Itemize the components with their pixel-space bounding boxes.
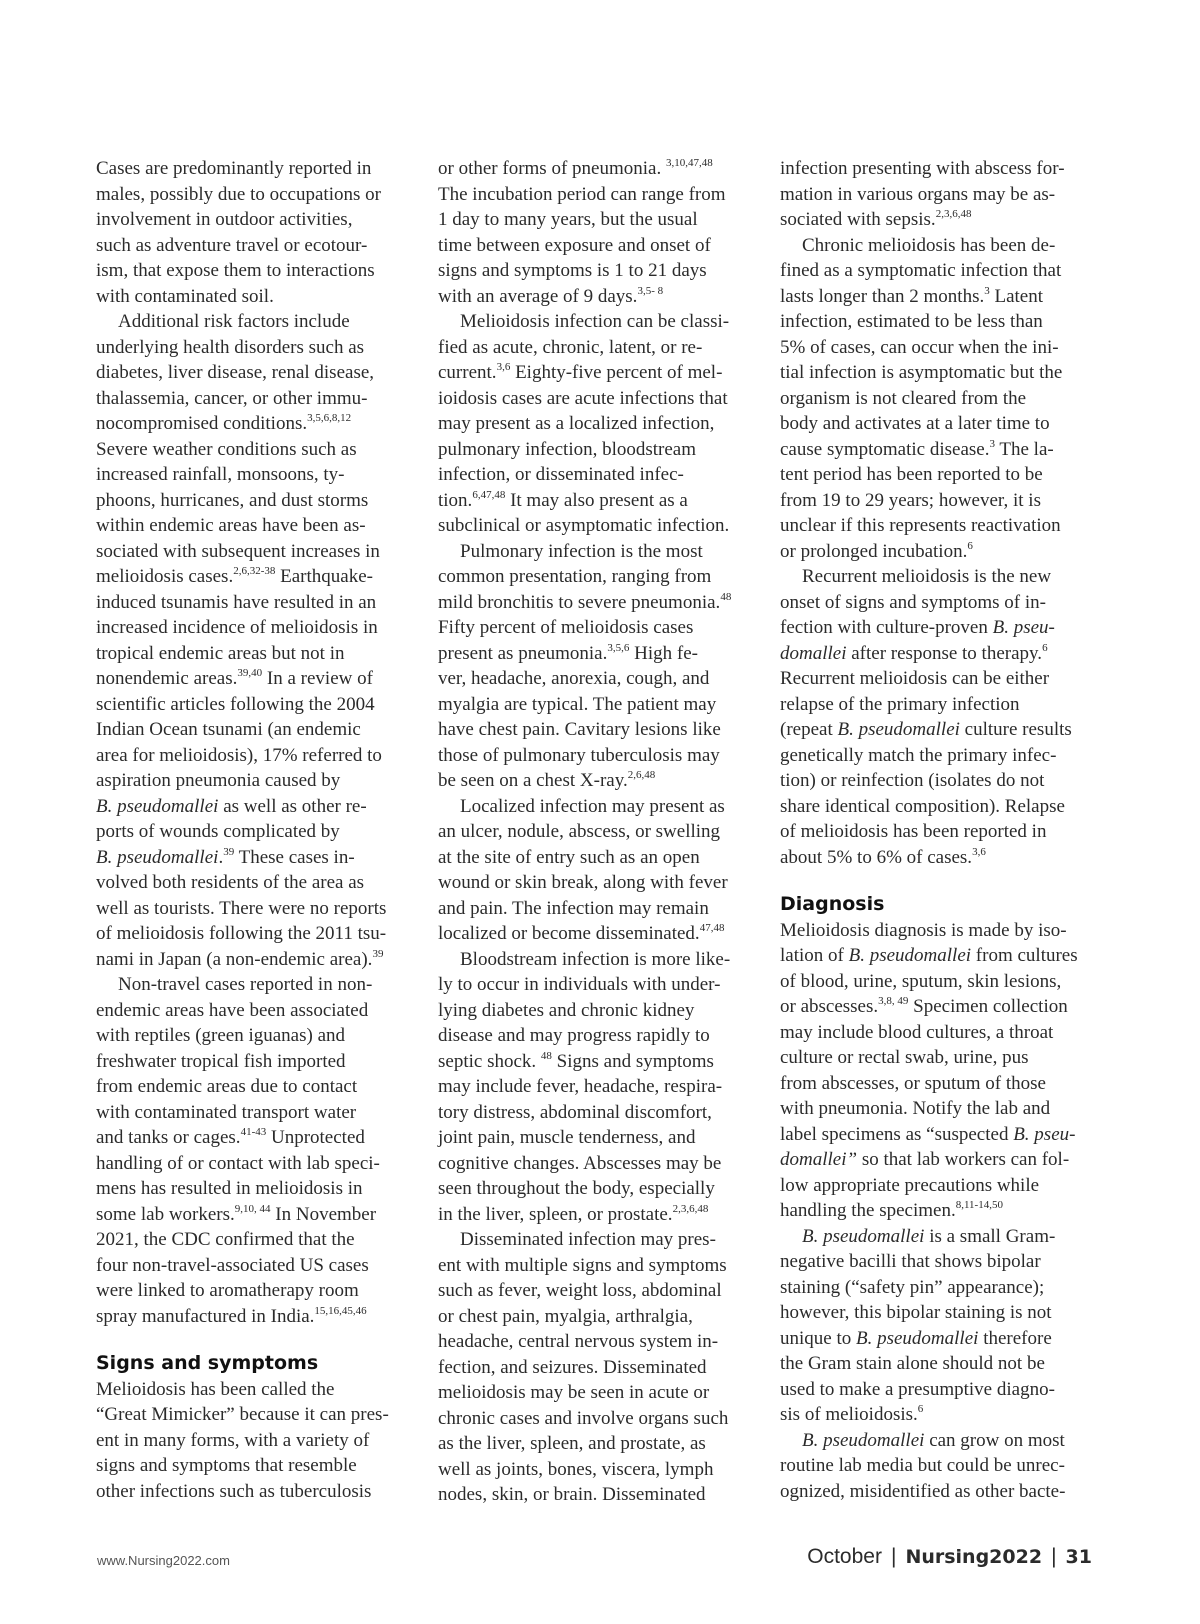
text-line: signs and symptoms is 1 to 21 days xyxy=(438,260,707,281)
text-line: infection, estimated to be less than xyxy=(780,311,1043,332)
text-line: volved both residents of the area as xyxy=(96,872,365,893)
text-line: have chest pain. Cavitary lesions like xyxy=(438,719,721,740)
text-line: at the site of entry such as an open xyxy=(438,846,700,868)
text-line: 1 day to many years, but the usual xyxy=(438,209,698,230)
paragraph xyxy=(96,156,408,309)
italic-text: B. pseudomallei xyxy=(802,1225,925,1247)
text-line: ent in many forms, with a variety of xyxy=(96,1429,370,1451)
text-line: Indian Ocean tsunami (an endemic xyxy=(96,719,361,740)
text-line: Melioidosis has been called the xyxy=(96,1378,335,1400)
text-line: negative bacilli that shows bipolar xyxy=(780,1251,1041,1272)
text-line: of melioidosis following the 2011 tsu- xyxy=(96,923,387,944)
text-line: handling of or contact with lab speci- xyxy=(96,1152,380,1174)
text-line: tent period has been reported to be xyxy=(780,464,1043,485)
paragraph xyxy=(438,1227,750,1508)
section-heading: Signs and symptoms xyxy=(96,1352,319,1374)
text-line: within endemic areas have been as- xyxy=(96,515,366,536)
text-line: thalassemia, cancer, or other immu- xyxy=(96,387,368,409)
text-line: mens has resulted in melioidosis in xyxy=(96,1178,363,1199)
text-line: phoons, hurricanes, and dust storms xyxy=(96,489,369,511)
text-line: ism, that expose them to interactions xyxy=(96,260,375,281)
text-line: handling the specimen.$^{8,11-14,50}$ xyxy=(780,1199,1003,1221)
citation-superscript: 3,6 xyxy=(496,361,511,373)
paragraph xyxy=(780,233,1092,565)
text-line: or other forms of pneumonia. $^{3,10,47,48}$ xyxy=(438,157,713,179)
citation-superscript: 3 xyxy=(989,437,995,450)
text-line: involvement in outdoor activities, xyxy=(96,209,353,230)
text-line: routine lab media but could be unrec- xyxy=(780,1455,1065,1476)
citation-superscript: 3,5,6 xyxy=(607,641,630,654)
text-line: were linked to aromatherapy room xyxy=(96,1280,359,1301)
text-line: 5% of cases, can occur when the ini- xyxy=(780,336,1059,358)
text-line: septic shock. $^{48}$ Signs and symptoms xyxy=(438,1049,714,1072)
text-line: four non-travel-associated US cases xyxy=(96,1254,369,1276)
italic-text: B. pseudomallei xyxy=(96,795,219,817)
text-line: low appropriate precautions while xyxy=(780,1174,1040,1196)
text-line: unique to B. pseudomallei therefore xyxy=(780,1327,1052,1349)
text-line: lasts longer than 2 months.$^3$ Latent xyxy=(780,284,1044,307)
citation-superscript: 3 xyxy=(984,284,990,297)
text-line: ver, headache, anorexia, cough, and xyxy=(438,668,710,689)
text-line: time between exposure and onset of xyxy=(438,234,711,256)
text-line: Localized infection may present as xyxy=(460,795,725,817)
paragraph xyxy=(438,309,750,539)
text-line: genetically match the primary infec- xyxy=(780,744,1057,766)
text-line: sis of melioidosis.$^6$ xyxy=(780,1403,924,1425)
text-line: cognitive changes. Abscesses may be xyxy=(438,1152,722,1174)
paragraph xyxy=(780,156,1092,233)
text-line: fection, and seizures. Disseminated xyxy=(438,1356,707,1378)
text-line: underlying health disorders such as xyxy=(96,336,365,358)
text-line: headache, central nervous system in- xyxy=(438,1331,719,1352)
text-line: body and activates at a later time to xyxy=(780,413,1050,434)
text-line: nocompromised conditions.$^{3,5,6,8,12}$ xyxy=(96,412,352,434)
text-line: ly to occur in individuals with under- xyxy=(438,974,721,995)
text-line: ent with multiple signs and symptoms xyxy=(438,1254,727,1276)
column-2 xyxy=(438,156,750,1508)
text-line: with pneumonia. Notify the lab and xyxy=(780,1098,1051,1119)
paragraph xyxy=(438,947,750,1228)
text-line: Severe weather conditions such as xyxy=(96,438,357,460)
footer-page-info xyxy=(807,1545,1092,1569)
text-line: lation of B. pseudomallei from cultures xyxy=(780,945,1078,966)
text-line: tial infection is asymptomatic but the xyxy=(780,362,1063,383)
text-line: or prolonged incubation.$^6$ xyxy=(780,539,973,562)
text-line: share identical composition). Relapse xyxy=(780,795,1065,817)
paragraph xyxy=(438,156,750,309)
citation-superscript: 48 xyxy=(540,1049,552,1062)
text-line: an ulcer, nodule, abscess, or swelling xyxy=(438,821,721,842)
citation-superscript: 47,48 xyxy=(699,922,725,934)
text-line: relapse of the primary infection xyxy=(780,693,1020,715)
text-line: tory distress, abdominal discomfort, xyxy=(438,1101,712,1123)
text-line: Cases are predominantly reported in xyxy=(96,158,372,179)
text-line: those of pulmonary tuberculosis may xyxy=(438,744,720,766)
citation-superscript: 3,5- 8 xyxy=(637,284,664,297)
text-line: with an average of 9 days.$^{3,5- 8}$ xyxy=(438,284,664,307)
footer-url[interactable]: www.Nursing2022.com xyxy=(97,1553,230,1568)
text-line: melioidosis cases.$^{2,6,32-38}$ Earthquake- xyxy=(96,565,373,587)
text-line: endemic areas have been associated xyxy=(96,999,369,1021)
text-line: chronic cases and involve organs such xyxy=(438,1407,729,1429)
text-line: infection, or disseminated infec- xyxy=(438,464,684,485)
citation-superscript: 2,3,6,48 xyxy=(935,208,972,220)
paragraph xyxy=(96,309,408,972)
text-line: from endemic areas due to contact xyxy=(96,1076,358,1097)
text-line: well as tourists. There were no reports xyxy=(96,897,387,919)
paragraph xyxy=(96,972,408,1329)
text-line: staining (“safety pin” appearance); xyxy=(780,1276,1045,1298)
text-line: spray manufactured in India.$^{15,16,45,46}$ xyxy=(96,1304,367,1327)
text-line: with contaminated soil. xyxy=(96,285,274,307)
citation-superscript: 6,47,48 xyxy=(472,488,506,501)
text-line: increased incidence of melioidosis in xyxy=(96,617,378,638)
text-line: Additional risk factors include xyxy=(118,311,350,332)
text-line: well as joints, bones, viscera, lymph xyxy=(438,1458,714,1480)
text-line: infection presenting with abscess for- xyxy=(780,158,1065,179)
text-line: Fifty percent of melioidosis cases xyxy=(438,617,694,638)
text-line: induced tsunamis have resulted in an xyxy=(96,591,377,613)
citation-superscript: 8,11-14,50 xyxy=(955,1199,1003,1211)
citation-superscript: 3,6 xyxy=(972,845,986,858)
text-line: localized or become disseminated.$^{47,48}$ xyxy=(438,922,725,944)
text-line: organism is not cleared from the xyxy=(780,387,1027,409)
text-line: “Great Mimicker” because it can pres- xyxy=(96,1404,389,1425)
text-line: with reptiles (green iguanas) and xyxy=(96,1025,346,1046)
paragraph xyxy=(780,564,1092,870)
text-line: Disseminated infection may pres- xyxy=(460,1229,716,1250)
text-line: label specimens as “suspected B. pseu- xyxy=(780,1123,1076,1145)
citation-superscript: 2,6,32-38 xyxy=(233,565,276,577)
citation-superscript: 39,40 xyxy=(237,667,263,679)
footer-separator-2: | xyxy=(1051,1545,1057,1568)
paragraph xyxy=(438,794,750,947)
citation-superscript: 39 xyxy=(223,845,235,858)
text-line: aspiration pneumonia caused by xyxy=(96,770,341,791)
text-line: nami in Japan (a non-endemic area).$^{39}$ xyxy=(96,947,384,970)
text-line: or chest pain, myalgia, arthralgia, xyxy=(438,1305,693,1327)
text-line: used to make a presumptive diagno- xyxy=(780,1378,1055,1400)
text-line: tion.$^{6,47,48}$ It may also present as a xyxy=(438,488,688,511)
citation-superscript: 6 xyxy=(1042,641,1048,654)
text-line: B. pseudomallei.$^{39}$ These cases in- xyxy=(96,845,355,868)
text-line: domallei after response to therapy.$^6$ xyxy=(780,641,1048,664)
text-line: Pulmonary infection is the most xyxy=(460,540,703,562)
text-line: melioidosis may be seen in acute or xyxy=(438,1382,710,1403)
italic-text: B. pseudomallei xyxy=(848,945,972,966)
text-line: Non-travel cases reported in non- xyxy=(118,974,373,995)
text-line: as the liver, spleen, and prostate, as xyxy=(438,1433,706,1454)
text-line: B. pseudomallei can grow on most xyxy=(802,1429,1065,1451)
text-line: The incubation period can range from xyxy=(438,183,726,205)
text-line: scientific articles following the 2004 xyxy=(96,693,375,715)
text-line: Chronic melioidosis has been de- xyxy=(802,234,1056,256)
paragraph xyxy=(780,1224,1092,1428)
paragraph xyxy=(780,918,1092,1224)
italic-text: B. pseudomallei xyxy=(837,719,960,740)
text-line: present as pneumonia.$^{3,5,6}$ High fe- xyxy=(438,641,698,664)
text-line: may present as a localized infection, xyxy=(438,413,715,434)
text-line: common presentation, ranging from xyxy=(438,566,712,587)
text-line: 2021, the CDC confirmed that the xyxy=(96,1229,355,1250)
text-line: such as fever, weight loss, abdominal xyxy=(438,1280,722,1301)
page-number: 31 xyxy=(1065,1546,1092,1568)
paragraph xyxy=(780,1428,1092,1505)
text-line: mation in various organs may be as- xyxy=(780,183,1056,205)
italic-text: domallei” xyxy=(780,1149,858,1170)
text-line: seen throughout the body, especially xyxy=(438,1178,715,1199)
paragraph xyxy=(438,539,750,794)
text-line: fined as a symptomatic infection that xyxy=(780,260,1062,281)
italic-text: domallei xyxy=(780,642,847,664)
text-line: (repeat B. pseudomallei culture results xyxy=(780,719,1072,740)
text-line: subclinical or asymptomatic infection. xyxy=(438,515,730,536)
text-line: tropical endemic areas but not in xyxy=(96,642,345,664)
text-line: about 5% to 6% of cases.$^{3,6}$ xyxy=(780,845,986,868)
citation-superscript: 15,16,45,46 xyxy=(314,1304,367,1317)
text-line: Recurrent melioidosis can be either xyxy=(780,668,1050,689)
text-line: Recurrent melioidosis is the new xyxy=(802,566,1052,587)
text-line: of blood, urine, sputum, skin lesions, xyxy=(780,970,1062,992)
text-line: however, this bipolar staining is not xyxy=(780,1302,1052,1323)
text-line: be seen on a chest X-ray.$^{2,6,48}$ xyxy=(438,769,656,791)
citation-superscript: 39 xyxy=(372,947,384,960)
text-line: current.$^{3,6}$ Eighty-five percent of mel- xyxy=(438,361,723,383)
text-line: such as adventure travel or ecotour- xyxy=(96,234,368,256)
paragraph xyxy=(96,1377,408,1505)
text-line: some lab workers.$^{9,10, 44}$ In November xyxy=(96,1202,377,1225)
text-line: nonendemic areas.$^{39,40}$ In a review of xyxy=(96,667,373,689)
text-line: from 19 to 29 years; however, it is xyxy=(780,489,1041,511)
column-1 xyxy=(96,156,408,1504)
text-line: signs and symptoms that resemble xyxy=(96,1455,357,1476)
text-line: wound or skin break, along with fever xyxy=(438,872,728,893)
text-line: disease and may progress rapidly to xyxy=(438,1025,710,1046)
text-line: tion) or reinfection (isolates do not xyxy=(780,770,1045,791)
text-line: ognized, misidentified as other bacte- xyxy=(780,1480,1066,1502)
italic-text: B. pseu- xyxy=(1013,1123,1076,1145)
text-line: cause symptomatic disease.$^3$ The la- xyxy=(780,437,1054,460)
text-line: Melioidosis diagnosis is made by iso- xyxy=(780,919,1067,941)
text-line: sociated with subsequent increases in xyxy=(96,540,380,562)
italic-text: B. pseudomallei xyxy=(856,1327,979,1349)
text-line: domallei” so that lab workers can fol- xyxy=(780,1149,1070,1170)
text-line: fied as acute, chronic, latent, or re- xyxy=(438,336,703,358)
text-line: from abscesses, or sputum of those xyxy=(780,1072,1046,1094)
text-line: fection with culture-proven B. pseu- xyxy=(780,617,1055,638)
text-line: mild bronchitis to severe pneumonia.$^{48}$ xyxy=(438,590,732,613)
italic-text: B. pseudomallei xyxy=(802,1429,925,1451)
text-line: of melioidosis has been reported in xyxy=(780,821,1047,842)
text-line: or abscesses.$^{3,8, 49}$ Specimen collection xyxy=(780,995,1068,1017)
footer-brand: Nursing2022 xyxy=(905,1546,1043,1568)
citation-superscript: 9,10, 44 xyxy=(234,1202,271,1215)
citation-superscript: 41-43 xyxy=(240,1126,267,1138)
text-line: joint pain, muscle tenderness, and xyxy=(438,1127,696,1148)
citation-superscript: 48 xyxy=(720,590,732,603)
citation-superscript: 3,10,47,48 xyxy=(665,157,713,169)
citation-superscript: 2,6,48 xyxy=(627,769,656,781)
text-line: area for melioidosis), 17% referred to xyxy=(96,744,382,766)
text-line: pulmonary infection, bloodstream xyxy=(438,438,697,460)
text-line: ports of wounds complicated by xyxy=(96,821,340,842)
column-3 xyxy=(780,156,1092,1504)
text-line: freshwater tropical fish imported xyxy=(96,1050,346,1072)
text-line: may include blood cultures, a throat xyxy=(780,1021,1054,1043)
text-line: unclear if this represents reactivation xyxy=(780,515,1061,536)
section-heading: Diagnosis xyxy=(780,893,885,915)
italic-text: B. pseudomallei xyxy=(96,846,219,868)
text-line: and tanks or cages.$^{41-43}$ Unprotected xyxy=(96,1126,365,1148)
text-line: increased rainfall, monsoons, ty- xyxy=(96,464,345,485)
text-line: ioidosis cases are acute infections that xyxy=(438,387,728,409)
text-line: diabetes, liver disease, renal disease, xyxy=(96,362,375,383)
text-line: sociated with sepsis.$^{2,3,6,48}$ xyxy=(780,208,972,230)
text-line: Bloodstream infection is more like- xyxy=(460,948,731,970)
text-line: nodes, skin, or brain. Disseminated xyxy=(438,1484,706,1505)
text-line: lying diabetes and chronic kidney xyxy=(438,999,695,1021)
citation-superscript: 3,8, 49 xyxy=(878,995,909,1007)
footer-month: October xyxy=(807,1545,882,1568)
text-line: Melioidosis infection can be classi- xyxy=(460,311,730,332)
text-line: may include fever, headache, respira- xyxy=(438,1076,723,1097)
citation-superscript: 6 xyxy=(967,539,973,552)
citation-superscript: 3,5,6,8,12 xyxy=(307,412,352,424)
text-line: males, possibly due to occupations or xyxy=(96,183,381,205)
text-line: with contaminated transport water xyxy=(96,1101,357,1123)
text-line: culture or rectal swab, urine, pus xyxy=(780,1047,1029,1068)
text-line: and pain. The infection may remain xyxy=(438,897,709,919)
footer-separator: | xyxy=(890,1545,897,1568)
citation-superscript: 6 xyxy=(917,1403,924,1415)
text-line: other infections such as tuberculosis xyxy=(96,1480,372,1502)
text-line: in the liver, spleen, or prostate.$^{2,3,6,48}$ xyxy=(438,1202,709,1225)
citation-superscript: 2,3,6,48 xyxy=(672,1202,709,1215)
text-line: onset of signs and symptoms of in- xyxy=(780,591,1046,613)
italic-text: B. pseu- xyxy=(992,617,1055,638)
text-line: myalgia are typical. The patient may xyxy=(438,693,717,715)
text-line: the Gram stain alone should not be xyxy=(780,1353,1045,1374)
text-line: B. pseudomallei as well as other re- xyxy=(96,795,367,817)
text-line: B. pseudomallei is a small Gram- xyxy=(802,1225,1056,1247)
